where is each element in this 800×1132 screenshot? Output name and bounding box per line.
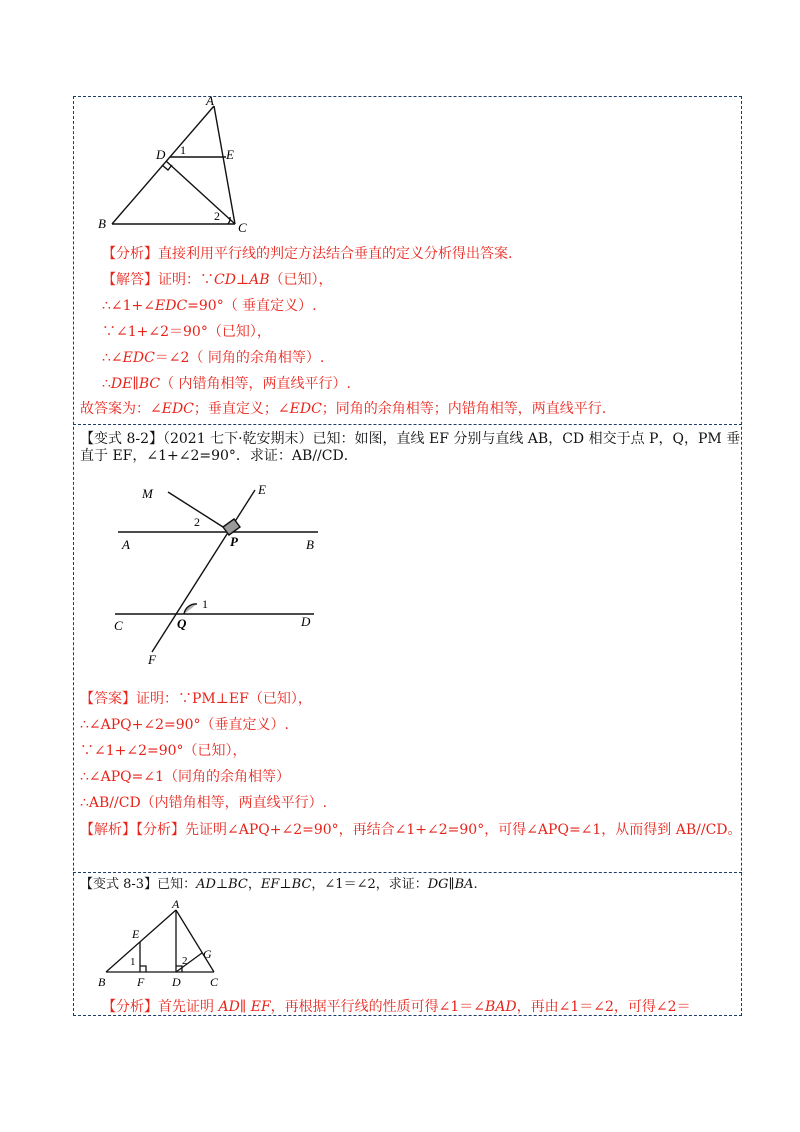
solution-line-5: ∴DE∥BC（ 内错角相等，两直线平行）. [102, 376, 352, 392]
box-divider [73, 872, 742, 873]
answer-line-4: ∴∠APQ=∠1（同角的余角相等） [80, 769, 291, 785]
parallel-lines-figure [100, 480, 330, 670]
label-C: C [238, 220, 247, 235]
label-D: D [156, 147, 166, 162]
label-A: A [122, 537, 130, 552]
label-E: E [258, 482, 266, 497]
label-2: 2 [214, 209, 220, 223]
solution-line-2: ∴∠1+∠EDC=90°（ 垂直定义）. [102, 298, 317, 314]
label-F: F [148, 652, 156, 667]
label-A: A [172, 897, 180, 911]
answer-line-1: 【答案】证明：∵PM⊥EF（已知）， [80, 691, 312, 707]
question-8-3: 【变式 8-3】已知：AD⊥BC，EF⊥BC，∠1＝∠2，求证：DG∥BA. [80, 877, 478, 892]
answer-line: 故答案为：∠EDC；垂直定义；∠EDC；同角的余角相等；内错角相等，两直线平行. [80, 401, 607, 417]
triangle-figure-1 [90, 96, 270, 236]
label-C: C [210, 975, 219, 989]
label-P: P [230, 534, 238, 549]
analysis-line: 【分析】直接利用平行线的判定方法结合垂直的定义分析得出答案. [102, 246, 513, 262]
answer-line-5: ∴AB//CD（内错角相等，两直线平行）. [80, 795, 328, 811]
label-2: 2 [182, 955, 188, 967]
question-8-2-line-1: 【变式 8-2】（2021 七下·乾安期末）已知：如图，直线 EF 分别与直线 AB，CD 相交于点 P，Q，PM 垂 [80, 431, 741, 447]
label-F: F [137, 975, 145, 989]
label-B: B [98, 216, 106, 231]
answer-line-2: ∴∠APQ+∠2=90°（垂直定义）. [80, 717, 290, 733]
triangle-figure-3 [92, 896, 232, 991]
label-1: 1 [180, 143, 186, 157]
box-divider [73, 424, 742, 425]
label-B: B [98, 975, 106, 989]
question-8-2-line-2: 直于 EF，∠1+∠2=90°．求证：AB//CD． [80, 448, 358, 464]
solution-line-3: ∵∠1+∠2＝90°（已知）， [102, 324, 271, 340]
analysis-line: 【解析】【分析】先证明∠APQ+∠2=90°，再结合∠1+∠2=90°，可得∠APQ=∠1，从而得到 AB//CD。 [80, 822, 742, 838]
label-A: A [206, 96, 214, 108]
label-C: C [114, 618, 123, 633]
label-Q: Q [177, 616, 187, 631]
label-E: E [226, 147, 234, 162]
answer-line-3: ∵∠1+∠2=90°（已知）， [80, 743, 247, 759]
label-D: D [301, 614, 311, 629]
solution-line-4: ∴∠EDC＝∠2（ 同角的余角相等）. [102, 350, 325, 366]
analysis-line: 【分析】首先证明 AD∥ EF，再根据平行线的性质可得∠1＝∠BAD，再由∠1＝∠2，可得∠2＝ [102, 999, 691, 1015]
label-M: M [142, 486, 153, 501]
label-E: E [132, 927, 140, 941]
label-2: 2 [194, 515, 200, 529]
solution-line-1: 【解答】证明：∵CD⊥AB（已知）， [102, 272, 333, 288]
label-1: 1 [202, 597, 208, 611]
label-B: B [306, 537, 314, 552]
label-D: D [172, 975, 181, 989]
label-G: G [203, 947, 212, 961]
label-1: 1 [130, 956, 136, 968]
